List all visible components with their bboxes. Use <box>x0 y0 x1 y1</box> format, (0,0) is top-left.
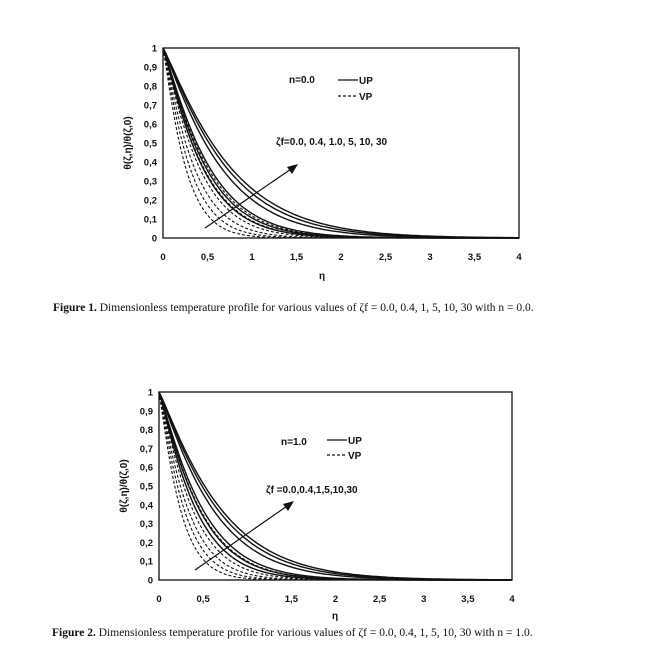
x-axis-label: η <box>331 611 339 622</box>
y-tick-label: 0,9 <box>139 406 153 418</box>
figure-1-chart <box>0 0 656 290</box>
y-tick-label: 0,1 <box>139 556 153 568</box>
legend-dashed-label: VP <box>359 92 373 103</box>
figure-2 <box>0 343 656 672</box>
legend-solid-label: UP <box>348 436 362 447</box>
y-tick-label: 0 <box>147 575 153 587</box>
x-tick-label: 2 <box>332 594 339 605</box>
x-tick-label: 0,5 <box>196 594 210 605</box>
x-tick-label: 1 <box>249 252 255 263</box>
x-tick-label: 1 <box>244 594 250 605</box>
y-tick-label: 1 <box>151 43 157 55</box>
y-tick-label: 0,3 <box>143 176 157 188</box>
y-tick-label: 0,1 <box>143 214 157 226</box>
figure-1-caption-text: Dimensionless temperature profile for various values of ζf = 0.0, 0.4, 1, 5, 10, 30 with n = 0.0. <box>99 302 534 314</box>
figure-2-chart <box>0 343 656 633</box>
x-tick-label: 2 <box>338 252 344 263</box>
x-tick-label: 0 <box>156 594 162 605</box>
y-tick-label: 0,8 <box>143 81 157 93</box>
y-tick-label: 0,6 <box>139 462 153 474</box>
parameter-annotation: ζf=0.0, 0.4, 1.0, 5, 10, 30 <box>276 137 388 148</box>
y-tick-label: 0,7 <box>139 443 153 455</box>
y-tick-label: 0,9 <box>143 62 157 74</box>
parameter-annotation: ζf =0.0,0.4,1,5,10,30 <box>266 485 358 496</box>
figure-2-caption-text: Dimensionless temperature profile for various values of ζf = 0.0, 0.4, 1, 5, 10, 30 with n = 1.0. <box>98 627 533 639</box>
y-axis-label: θ(ζ,η)/θ(ζ,0) <box>119 459 130 513</box>
y-tick-label: 0,3 <box>139 519 153 531</box>
y-tick-label: 0,6 <box>143 119 157 131</box>
y-tick-label: 0,2 <box>139 537 153 549</box>
x-tick-label: 1,5 <box>289 252 304 263</box>
x-tick-label: 0 <box>160 252 166 263</box>
x-axis-label: η <box>318 271 326 282</box>
y-tick-label: 0,7 <box>143 100 157 112</box>
x-tick-label: 2,5 <box>373 594 387 605</box>
y-axis-label: θ(ζ,η)/θ(ζ,0) <box>123 116 134 170</box>
y-tick-label: 0,5 <box>143 138 157 150</box>
y-tick-label: 0,2 <box>143 195 157 207</box>
x-tick-label: 3,5 <box>467 252 482 263</box>
y-tick-label: 0,5 <box>139 481 153 493</box>
figure-1-caption-label: Figure 1. <box>53 302 97 314</box>
legend-dashed-label: VP <box>348 451 362 462</box>
figure-1 <box>0 0 656 330</box>
figure-2-caption <box>52 627 533 639</box>
y-tick-label: 0,4 <box>143 157 157 169</box>
legend-solid-label: UP <box>359 76 373 87</box>
y-tick-label: 0 <box>151 233 157 245</box>
figure-1-caption <box>53 302 534 314</box>
x-tick-label: 4 <box>516 252 522 263</box>
y-tick-label: 0,4 <box>139 500 153 512</box>
x-tick-label: 3,5 <box>461 594 475 605</box>
x-tick-label: 3 <box>421 594 427 605</box>
x-tick-label: 1,5 <box>284 594 298 605</box>
x-tick-label: 4 <box>509 594 515 605</box>
y-tick-label: 1 <box>147 387 153 399</box>
x-tick-label: 2,5 <box>378 252 393 263</box>
x-tick-label: 3 <box>427 252 433 263</box>
y-tick-label: 0,8 <box>139 425 153 437</box>
figure-2-caption-label: Figure 2. <box>52 627 96 639</box>
legend-param: n=0.0 <box>289 75 315 86</box>
x-tick-label: 0,5 <box>200 252 215 263</box>
legend-param: n=1.0 <box>281 437 307 448</box>
